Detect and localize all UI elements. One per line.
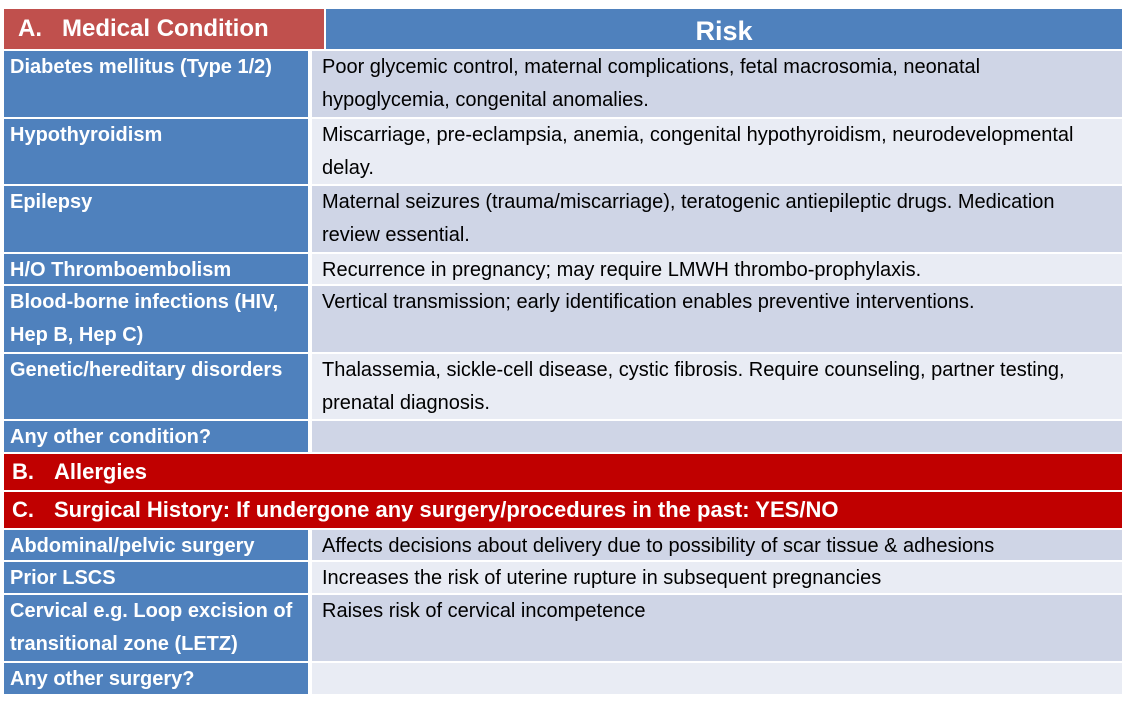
table-row	[4, 562, 1122, 595]
risk-cell: Affects decisions about delivery due to possibility of scar tissue & adhesions	[312, 530, 1122, 560]
table-row	[4, 421, 1122, 454]
condition-cell: Blood-borne infections (HIV, Hep B, Hep C)	[4, 286, 310, 352]
risk-cell	[312, 421, 1122, 452]
section-c-row	[4, 492, 1122, 530]
condition-cell: Diabetes mellitus (Type 1/2)	[4, 51, 310, 117]
table-row	[4, 530, 1122, 562]
medical-history-table	[4, 9, 1122, 696]
condition-cell: Any other surgery?	[4, 663, 310, 694]
section-b-letter: B.	[12, 459, 34, 484]
section-b-title: Allergies	[54, 459, 147, 484]
table-row	[4, 119, 1122, 186]
risk-cell: Recurrence in pregnancy; may require LMWH thrombo-prophylaxis.	[312, 254, 1122, 284]
risk-cell: Poor glycemic control, maternal complications, fetal macrosomia, neonatal hypoglycemia, congenital anomalies.	[312, 51, 1122, 117]
condition-cell: Genetic/hereditary disorders	[4, 354, 310, 419]
table-row	[4, 186, 1122, 254]
medical-condition-header	[4, 9, 324, 49]
table-row	[4, 254, 1122, 286]
surgical-history-section-header	[4, 492, 1122, 528]
condition-cell: Any other condition?	[4, 421, 310, 452]
section-a-title: Medical Condition	[62, 15, 269, 42]
risk-cell: Miscarriage, pre-eclampsia, anemia, congenital hypothyroidism, neurodevelopmental delay.	[312, 119, 1122, 184]
table-row	[4, 51, 1122, 119]
condition-cell: Cervical e.g. Loop excision of transitional zone (LETZ)	[4, 595, 310, 661]
risk-cell: Raises risk of cervical incompetence	[312, 595, 1122, 661]
table-header-row	[4, 9, 1122, 51]
table-row	[4, 595, 1122, 663]
condition-cell: Abdominal/pelvic surgery	[4, 530, 310, 560]
section-c-title: Surgical History: If undergone any surgery/procedures in the past: YES/NO	[54, 497, 839, 522]
section-c-letter: C.	[12, 497, 34, 522]
condition-cell: H/O Thromboembolism	[4, 254, 310, 284]
section-a-letter: A.	[18, 15, 42, 42]
section-b-row	[4, 454, 1122, 492]
risk-cell: Maternal seizures (trauma/miscarriage), teratogenic antiepileptic drugs. Medication review essential.	[312, 186, 1122, 252]
condition-cell: Hypothyroidism	[4, 119, 310, 184]
table-row	[4, 663, 1122, 696]
risk-cell: Thalassemia, sickle-cell disease, cystic fibrosis. Require counseling, partner testing, prenatal diagnosis.	[312, 354, 1122, 419]
condition-cell: Prior LSCS	[4, 562, 310, 593]
allergies-section-header	[4, 454, 1122, 490]
condition-cell: Epilepsy	[4, 186, 310, 252]
risk-header: Risk	[326, 9, 1122, 49]
table-row	[4, 354, 1122, 421]
risk-cell: Increases the risk of uterine rupture in subsequent pregnancies	[312, 562, 1122, 593]
risk-cell	[312, 663, 1122, 694]
table-row	[4, 286, 1122, 354]
risk-cell: Vertical transmission; early identification enables preventive interventions.	[312, 286, 1122, 352]
